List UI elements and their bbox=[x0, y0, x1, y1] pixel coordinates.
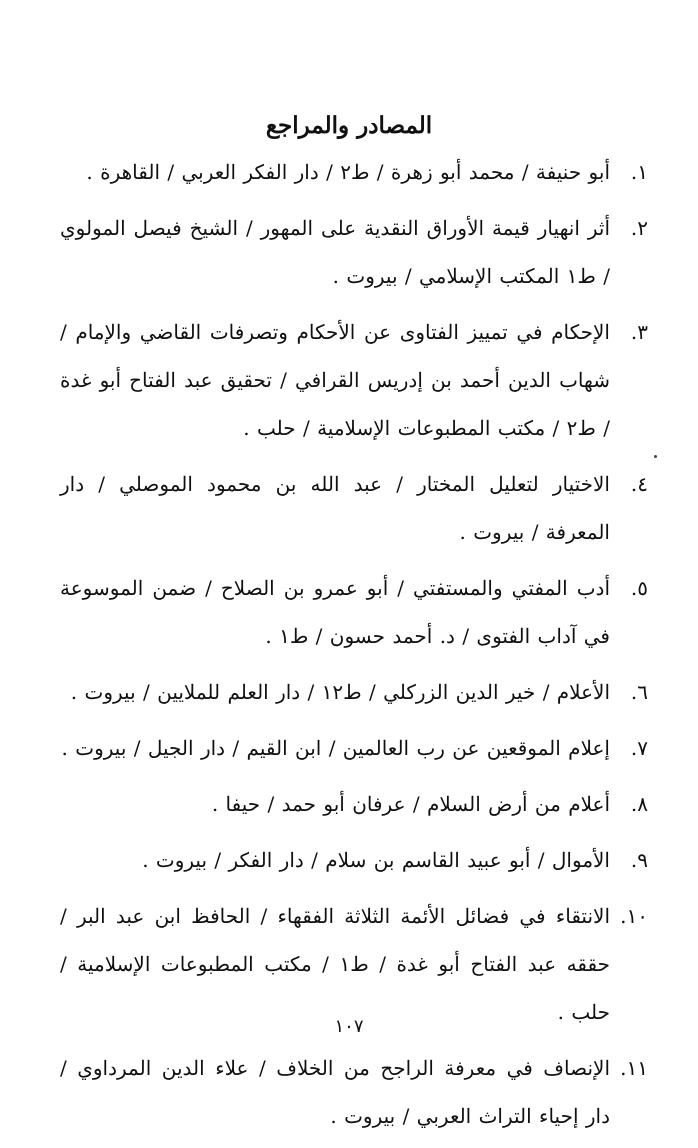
entry-text: أدب المفتي والمستفتي / أبو عمرو بن الصلاح / ضمن الموسوعة في آداب الفتوى / د. أحمد حسون / ط١ . bbox=[60, 576, 610, 648]
entry-number: ٦. bbox=[630, 680, 648, 704]
entry-number: ٤. bbox=[630, 472, 648, 496]
entry-number: ٣. bbox=[630, 320, 648, 344]
entry-text: الإنصاف في معرفة الراجح من الخلاف / علاء الدين المرداوي / دار إحياء التراث العربي / بيروت . bbox=[60, 1056, 610, 1128]
entry-text: إعلام الموقعين عن رب العالمين / ابن القيم / دار الجيل / بيروت . bbox=[61, 736, 610, 760]
entry-text: الأعلام / خير الدين الزركلي / ط١٢ / دار العلم للملايين / بيروت . bbox=[70, 680, 610, 704]
entry-text: أثر انهيار قيمة الأوراق النقدية على المهور / الشيخ فيصل المولوي / ط١ المكتب الإسلامي / بيروت . bbox=[60, 216, 610, 288]
reference-entry bbox=[60, 780, 648, 828]
entry-number: ٩. bbox=[630, 848, 648, 872]
reference-entry bbox=[60, 308, 648, 452]
reference-entry bbox=[60, 148, 648, 196]
entry-text: الإحكام في تمييز الفتاوى عن الأحكام وتصرفات القاضي والإمام / شهاب الدين أحمد بن إدريس القرافي / تحقيق عبد الفتاح أبو غدة / ط٢ / مكتب المطبوعات الإسلامية / حلب . bbox=[60, 320, 610, 440]
entry-number: ٢. bbox=[630, 216, 648, 240]
entry-number: ١١. bbox=[620, 1056, 648, 1080]
reference-entry bbox=[60, 836, 648, 884]
entry-number: ١٠. bbox=[620, 904, 648, 928]
entry-number: ١. bbox=[630, 160, 648, 184]
reference-entry bbox=[60, 564, 648, 660]
stray-dot bbox=[654, 455, 657, 458]
entry-number: ٧. bbox=[630, 736, 648, 760]
reference-entry bbox=[60, 204, 648, 300]
entry-text: الأموال / أبو عبيد القاسم بن سلام / دار الفكر / بيروت . bbox=[142, 848, 610, 872]
reference-entry bbox=[60, 892, 648, 1036]
entry-number: ٥. bbox=[630, 576, 648, 600]
entry-text: الاختيار لتعليل المختار / عبد الله بن محمود الموصلي / دار المعرفة / بيروت . bbox=[60, 472, 610, 544]
entry-number: ٨. bbox=[630, 792, 648, 816]
reference-entry bbox=[60, 724, 648, 772]
page-title: المصادر والمراجع bbox=[265, 112, 433, 139]
entry-text: الانتقاء في فضائل الأئمة الثلاثة الفقهاء / الحافظ ابن عبد البر / حققه عبد الفتاح أبو غدة / ط١ / مكتب المطبوعات الإسلامية / حلب . bbox=[60, 904, 610, 1024]
reference-entry bbox=[60, 668, 648, 716]
references-list bbox=[60, 148, 648, 1148]
page-number: ١٠٧ bbox=[334, 1016, 364, 1037]
reference-entry bbox=[60, 1044, 648, 1140]
entry-text: أبو حنيفة / محمد أبو زهرة / ط٢ / دار الفكر العربي / القاهرة . bbox=[86, 160, 610, 184]
entry-text: أعلام من أرض السلام / عرفان أبو حمد / حيفا . bbox=[211, 792, 610, 816]
reference-entry bbox=[60, 460, 648, 556]
